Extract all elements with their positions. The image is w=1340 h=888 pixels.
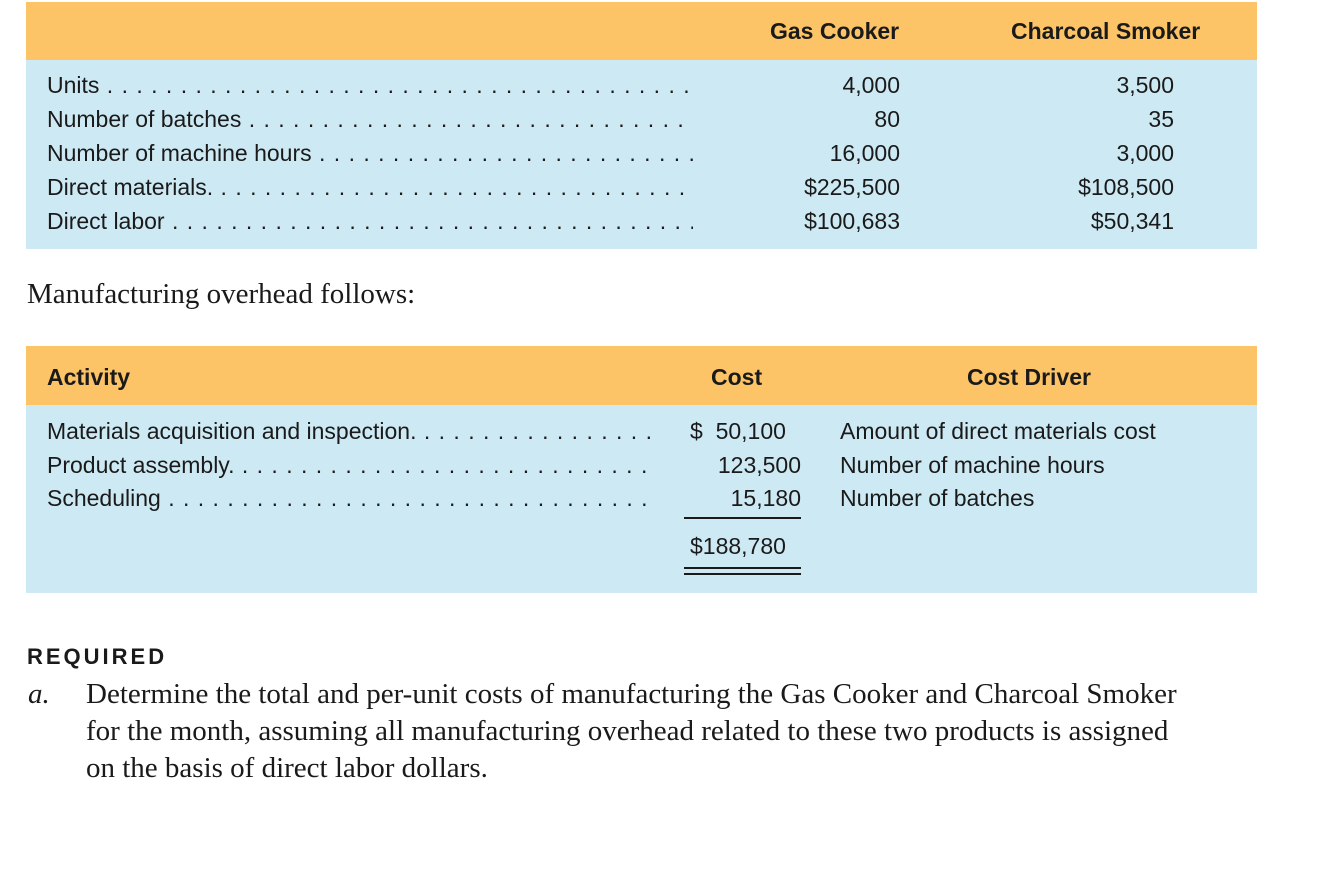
gas-value: 80 xyxy=(874,106,900,132)
overhead-intro: Manufacturing overhead follows: xyxy=(27,278,416,310)
item-letter: a. xyxy=(28,678,50,710)
row-label: Number of batches . . . xyxy=(47,102,693,136)
required-line: Determine the total and per-unit costs of manufacturing the Gas Cooker and Charcoal Smoker xyxy=(86,678,1177,710)
activity-driver: Number of batches xyxy=(840,485,1035,511)
double-rule-top xyxy=(684,567,801,569)
col-header-gas-cooker: Gas Cooker xyxy=(770,18,900,44)
activity-label: Product assembly. . . . xyxy=(47,448,653,482)
double-rule-bottom xyxy=(684,573,801,575)
col-header-cost: Cost xyxy=(711,364,763,390)
activity-cost: 15,180 xyxy=(730,485,801,511)
required-line: on the basis of direct labor dollars. xyxy=(86,752,488,784)
gas-value: $100,683 xyxy=(804,208,900,234)
activity-driver: Amount of direct materials cost xyxy=(840,418,1156,444)
charcoal-value: $108,500 xyxy=(1078,174,1174,200)
required-line: for the month, assuming all manufacturing overhead related to these two products is assigned xyxy=(86,715,1169,747)
col-header-activity: Activity xyxy=(47,364,131,390)
gas-value: $225,500 xyxy=(804,174,900,200)
row-label: Number of machine hours . . . xyxy=(47,136,693,170)
charcoal-value: 3,000 xyxy=(1116,140,1174,166)
charcoal-value: 35 xyxy=(1148,106,1174,132)
activity-driver: Number of machine hours xyxy=(840,452,1105,478)
gas-value: 16,000 xyxy=(829,140,900,166)
total-cost: $188,780 xyxy=(690,533,786,559)
charcoal-value: $50,341 xyxy=(1090,208,1174,234)
activity-cost: 123,500 xyxy=(717,452,801,478)
activity-label: Materials acquisition and inspection. . . . xyxy=(47,414,653,448)
charcoal-value: 3,500 xyxy=(1116,72,1174,98)
row-label: Units . . . xyxy=(47,68,693,102)
row-label: Direct labor . . . xyxy=(47,204,693,238)
subtotal-rule xyxy=(684,517,801,519)
activity-cost: $ 50,100 xyxy=(690,418,786,444)
required-heading: REQUIRED xyxy=(27,644,168,669)
col-header-cost-driver: Cost Driver xyxy=(967,364,1091,390)
activity-label: Scheduling . . . xyxy=(47,481,653,515)
col-header-charcoal-smoker: Charcoal Smoker xyxy=(1011,18,1201,44)
row-label: Direct materials. . . . xyxy=(47,170,693,204)
gas-value: 4,000 xyxy=(842,72,900,98)
